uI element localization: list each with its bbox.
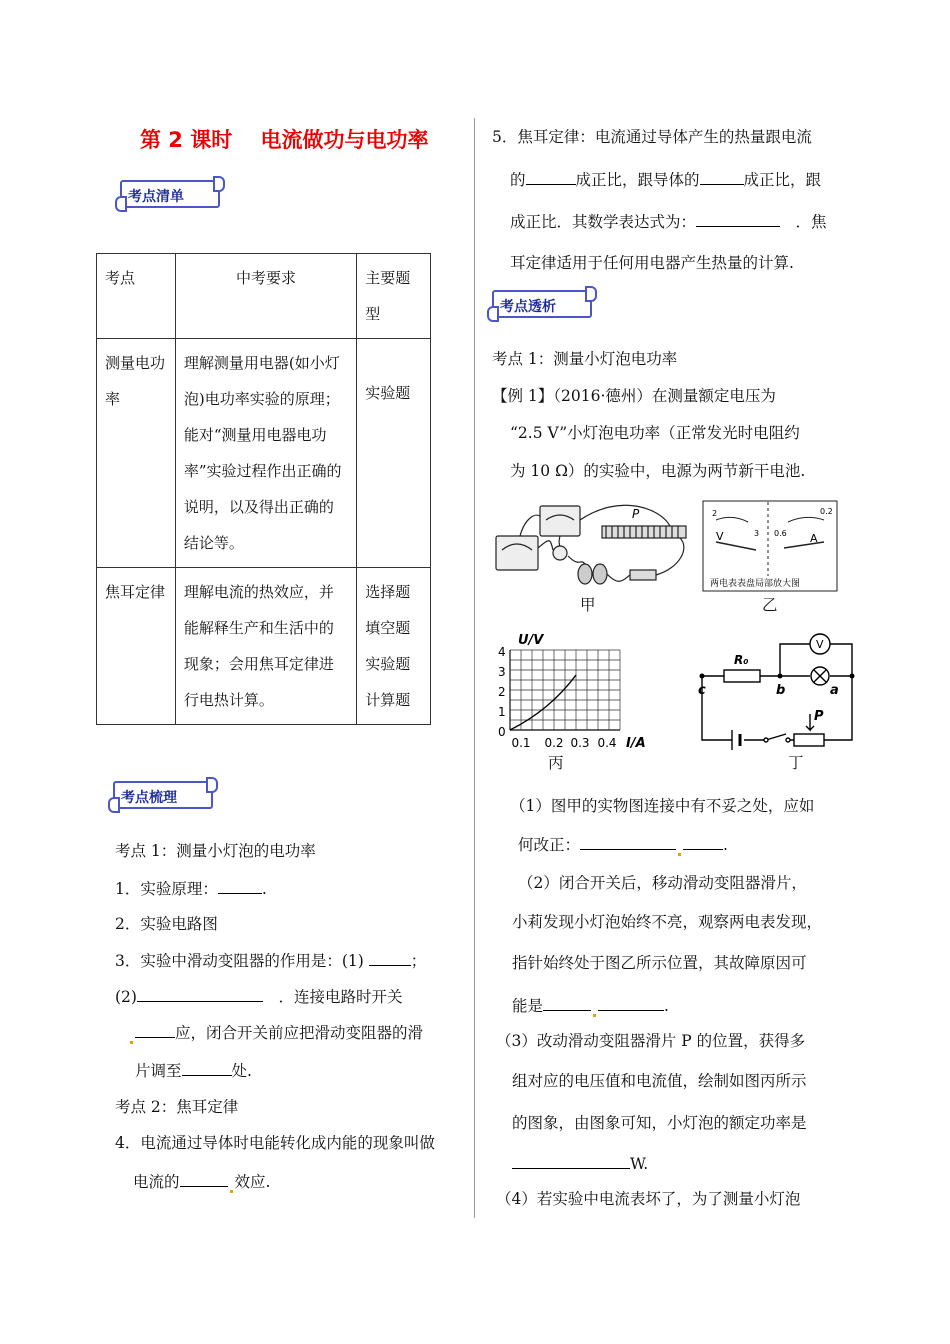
item-3-line-3 (128, 1021, 423, 1044)
question-type: 实验题 (365, 384, 411, 402)
item-3-text: 应，闭合开关前应把滑动变阻器的滑 (175, 1024, 424, 1042)
item-4: 4．电流通过导体时电能转化成内能的现象叫做 (115, 1134, 435, 1152)
item-3-text: ．连接电路时开关 (278, 988, 403, 1006)
item-4-line-2 (133, 1170, 270, 1193)
graph-xlabel: I/A (626, 736, 646, 750)
question-3: （3）改动滑动变阻器滑片 P 的位置，获得多 (496, 1032, 806, 1050)
item-3: 3．实验中滑动变阻器的作用是：(1) ； (115, 949, 426, 972)
circuit-label-b: b (776, 683, 786, 698)
question-3-text: W. (630, 1155, 649, 1173)
question-type: 实验题 (365, 655, 411, 673)
item-4-text: 电流的 (133, 1173, 180, 1191)
table-header-cell: 考点 (97, 254, 176, 339)
meter-a-label: A (810, 532, 818, 545)
marker-dot (230, 1190, 233, 1193)
figure-yi-label: 乙 (762, 596, 778, 614)
graph-ylabel: U/V (518, 633, 544, 648)
slider-label-p: P (632, 507, 640, 521)
item-5-text: 成正比，跟 (743, 171, 822, 189)
question-type: 选择题 (365, 583, 411, 601)
banner-checklist-label: 考点清单 (128, 189, 184, 205)
question-2: （2）闭合开关后，移动滑动变阻器滑片， (518, 874, 807, 892)
graph-ytick: 2 (498, 685, 506, 699)
topic-heading: 考点 1：测量小灯泡的电功率 (115, 842, 316, 860)
blank (696, 210, 780, 227)
table-cell (357, 568, 431, 725)
graph-xtick: 0.3 (570, 736, 590, 750)
meter-v-label: V (716, 530, 724, 543)
blank (700, 168, 744, 185)
question-3-line-4 (512, 1152, 648, 1175)
banner-analysis-label: 考点透析 (500, 299, 556, 315)
topic-heading: 考点 2：焦耳定律 (115, 1098, 239, 1116)
table-cell (357, 339, 431, 568)
graph-xtick: 0.4 (597, 736, 617, 750)
question-1-line-2: 何改正： . (518, 833, 728, 856)
figure-bing-label: 丙 (548, 754, 564, 772)
topic-heading: 考点 1：测量小灯泡电功率 (492, 350, 678, 368)
blank (580, 833, 676, 850)
meter-tick: 3 (754, 529, 760, 538)
blank (526, 168, 576, 185)
question-1-text: 何改正： (518, 836, 581, 854)
figure-yi-meters (702, 500, 838, 592)
item-3-text: 处. (231, 1062, 252, 1080)
example-line-3: 为 10 Ω）的实验中，电源为两节新干电池. (510, 462, 806, 480)
graph-ytick: 0 (498, 725, 506, 739)
example-line-1: 【例 1】（2016·德州）在测量额定电压为 (492, 387, 776, 405)
table-header-cell: 中考要求 (175, 254, 356, 339)
page-title: 第 2 课时 电流做功与电功率 (140, 128, 429, 152)
circuit-label-a: a (830, 683, 839, 698)
table-header-cell: 主要题型 (357, 254, 431, 339)
item-4-text: 效应. (234, 1173, 271, 1191)
graph-xtick: 0.1 (511, 736, 531, 750)
question-2-line-2: 小莉发现小灯泡始终不亮，观察两电表发现， (512, 913, 823, 931)
blank (182, 1059, 232, 1076)
column-divider (474, 118, 475, 1218)
circuit-label-p: P (814, 709, 824, 724)
figure-ding-label: 丁 (788, 754, 804, 772)
table-row (97, 568, 431, 725)
table-row (97, 339, 431, 568)
marker-dot (678, 853, 681, 856)
marker-dot (593, 1014, 596, 1017)
item-2: 2．实验电路图 (115, 915, 218, 933)
blank (137, 985, 263, 1002)
blank (512, 1152, 630, 1169)
item-5-text: 成正比，跟导体的 (575, 171, 700, 189)
requirements-table (96, 253, 431, 725)
figure-jia-label: 甲 (580, 596, 596, 614)
item-1-text: 1．实验原理： (115, 880, 218, 898)
item-1: 1．实验原理： . (115, 877, 267, 900)
blank (218, 877, 262, 894)
blank (543, 994, 591, 1011)
table-cell: 焦耳定律 (97, 568, 176, 725)
table-cell: 理解电流的热效应，并能解释生产和生活中的现象；会用焦耳定律进行电热计算。 (175, 568, 356, 725)
blank (180, 1170, 228, 1187)
graph-ytick: 1 (498, 705, 506, 719)
example-line-2: “2.5 V”小灯泡电功率（正常发光时电阻约 (510, 424, 800, 442)
item-5-text: 的 (510, 171, 526, 189)
meter-caption: 两电表表盘局部放大图 (710, 579, 801, 589)
item-5-line-2 (510, 168, 821, 191)
table-header-row (97, 254, 431, 339)
question-type: 填空题 (365, 619, 411, 637)
meter-tick: 0.6 (774, 529, 787, 538)
question-2-line-3: 指针始终处于图乙所示位置，其故障原因可 (512, 954, 807, 972)
circuit-label-c: c (698, 683, 706, 698)
item-3-line-2 (115, 985, 403, 1008)
figure-jia-apparatus (490, 498, 690, 590)
blank (135, 1021, 175, 1038)
question-type: 计算题 (365, 691, 411, 709)
graph-xtick: 0.2 (544, 736, 564, 750)
banner-review-label: 考点梳理 (121, 790, 177, 806)
item-3-text: 片调至 (135, 1062, 182, 1080)
blank (369, 949, 411, 966)
blank (683, 833, 723, 850)
figure-bing-graph (490, 630, 660, 750)
circuit-label-v: V (816, 638, 824, 651)
table-cell: 测量电功率 (97, 339, 176, 568)
item-3-text: 3．实验中滑动变阻器的作用是：(1) (115, 952, 364, 970)
marker-dot (130, 1041, 133, 1044)
figure-ding-circuit (692, 630, 858, 754)
circuit-label-r0: R₀ (734, 653, 749, 667)
question-4: （4）若实验中电流表坏了，为了测量小灯泡 (496, 1190, 801, 1208)
item-5-text: ．焦 (795, 213, 827, 231)
item-3-line-4 (135, 1059, 252, 1082)
item-5-text: 成正比．其数学表达式为： (510, 213, 697, 231)
question-2-line-4: 能是 . (512, 994, 669, 1017)
meter-tick: 2 (712, 509, 718, 518)
blank (598, 994, 664, 1011)
item-3-text: (2) (115, 988, 137, 1006)
banner-analysis (492, 290, 592, 318)
question-1: （1）图甲的实物图连接中有不妥之处，应如 (510, 797, 815, 815)
meter-tick: 0.2 (820, 507, 833, 516)
banner-review (113, 781, 213, 809)
graph-ytick: 4 (498, 645, 506, 659)
item-5: 5．焦耳定律：电流通过导体产生的热量跟电流 (492, 128, 812, 146)
banner-checklist (120, 180, 220, 208)
item-5-line-4: 耳定律适用于任何用电器产生热量的计算. (510, 254, 794, 272)
table-cell: 理解测量用电器(如小灯泡)电功率实验的原理；能对“测量用电器电功率”实验过程作出正确的说明，以及得出正确的结论等。 (175, 339, 356, 568)
question-2-text: 能是 (512, 997, 544, 1015)
question-3-line-3: 的图象，由图象可知，小灯泡的额定功率是 (512, 1114, 807, 1132)
item-5-line-3 (510, 210, 827, 233)
graph-ytick: 3 (498, 665, 506, 679)
question-3-line-2: 组对应的电压值和电流值，绘制如图丙所示 (512, 1072, 807, 1090)
